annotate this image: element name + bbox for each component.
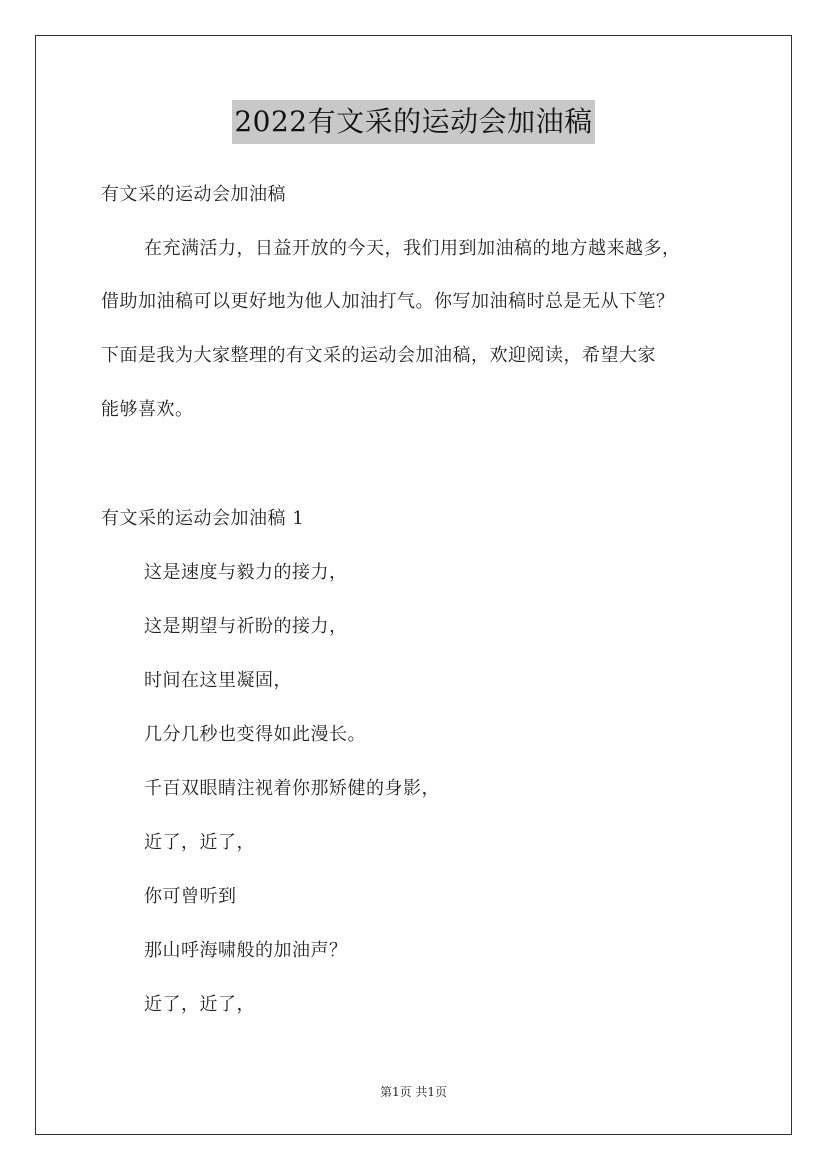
- intro-line: 在充满活力，日益开放的今天，我们用到加油稿的地方越来越多，: [144, 238, 681, 259]
- poem-line: 这是速度与毅力的接力，: [144, 562, 348, 583]
- document-title: 2022有文采的运动会加油稿: [232, 100, 594, 144]
- title-container: [0, 100, 827, 144]
- page-footer: 第1页 共1页: [379, 1085, 448, 1099]
- poem-line: 近了，近了，: [144, 832, 255, 853]
- poem-line: 近了，近了，: [144, 994, 255, 1015]
- intro-line: 下面是我为大家整理的有文采的运动会加油稿，欢迎阅读，希望大家: [101, 345, 656, 366]
- intro-line: 借助加油稿可以更好地为他人加油打气。你写加油稿时总是无从下笔？: [101, 291, 675, 312]
- poem-line: 这是期望与祈盼的接力，: [144, 616, 348, 637]
- section-heading: 有文采的运动会加油稿 1: [101, 508, 305, 529]
- poem-line: 时间在这里凝固，: [144, 670, 292, 691]
- poem-line: 那山呼海啸般的加油声？: [144, 940, 348, 961]
- poem-line: 千百双眼睛注视着你那矫健的身影，: [144, 778, 440, 799]
- poem-line: 几分几秒也变得如此漫长。: [144, 724, 366, 745]
- poem-line: 你可曾听到: [144, 886, 237, 907]
- intro-line: 能够喜欢。: [101, 399, 194, 420]
- document-subtitle: 有文采的运动会加油稿: [101, 184, 286, 205]
